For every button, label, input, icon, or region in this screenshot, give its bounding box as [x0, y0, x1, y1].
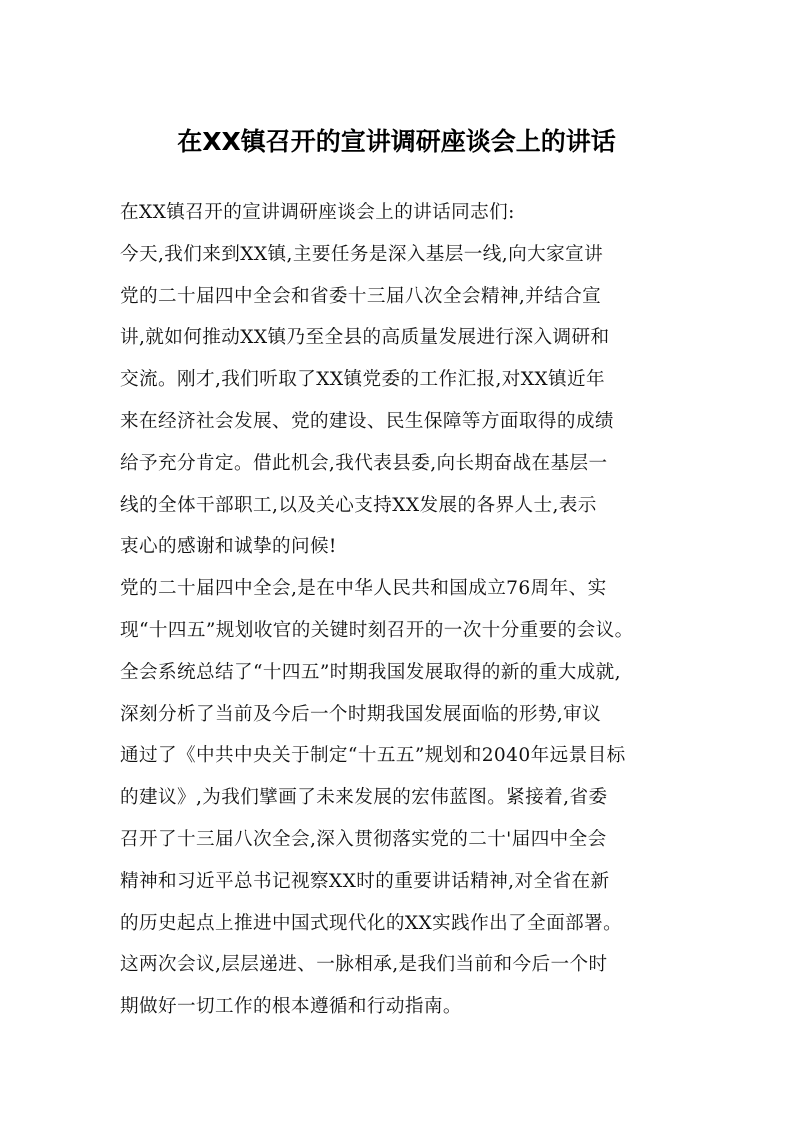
text-line: 交流。刚才,我们听取了XX镇党委的工作汇报,对XX镇近年 — [120, 369, 606, 391]
text-line: 的历史起点上推进中国式现代化的XX实践作出了全面部署。 — [120, 912, 623, 934]
text-line: 衷心的感谢和诚挚的问候! — [120, 536, 337, 558]
paragraph-greeting — [120, 192, 672, 234]
text-line: 的建议》,为我们擘画了未来发展的宏伟蓝图。紧接着,省委 — [120, 787, 608, 809]
text-line: 这两次会议,层层递进、一脉相承,是我们当前和今后一个时 — [120, 954, 608, 976]
text-line: 党的二十届四中全会,是在中华人民共和国成立76周年、实 — [120, 578, 607, 600]
text-line: 精神和习近平总书记视察XX时的重要讲话精神,对全省在新 — [120, 870, 610, 892]
text-line: 全会系统总结了“十四五”时期我国发展取得的新的重大成就, — [120, 661, 621, 683]
text-line: 来在经济社会发展、党的建设、民生保障等方面取得的成绩 — [120, 410, 614, 432]
paragraph-intro — [120, 234, 672, 568]
text-line: 今天,我们来到XX镇,主要任务是深入基层一线,向大家宣讲 — [120, 243, 604, 265]
text-line: 深刻分析了当前及今后一个时期我国发展面临的形势,审议 — [120, 703, 602, 725]
text-line: 期做好一切工作的根本遵循和行动指南。 — [120, 996, 462, 1018]
text-line: 讲,就如何推动XX镇乃至全县的高质量发展进行深入调研和 — [120, 327, 610, 349]
paragraph-plenary — [120, 568, 672, 1028]
text-line: 现“十四五”规划收官的关键时刻召开的一次十分重要的会议。 — [120, 619, 634, 641]
text-line: 党的二十届四中全会和省委十三届八次全会精神,并结合宣 — [120, 285, 602, 307]
text-line: 线的全体干部职工,以及关心支持XX发展的各界人士,表示 — [120, 494, 597, 516]
document-body — [120, 192, 672, 1028]
text-line: 在XX镇召开的宣讲调研座谈会上的讲话同志们: — [120, 202, 515, 223]
document-title: 在XX镇召开的宣讲调研座谈会上的讲话 — [177, 127, 616, 156]
text-line: 召开了十三届八次全会,深入贯彻落实党的二十'届四中全会 — [120, 828, 607, 850]
text-line: 通过了《中共中央关于制定“十五五”规划和2040年远景目标 — [120, 745, 626, 767]
text-line: 给予充分肯定。借此机会,我代表县委,向长期奋战在基层一 — [120, 452, 608, 474]
